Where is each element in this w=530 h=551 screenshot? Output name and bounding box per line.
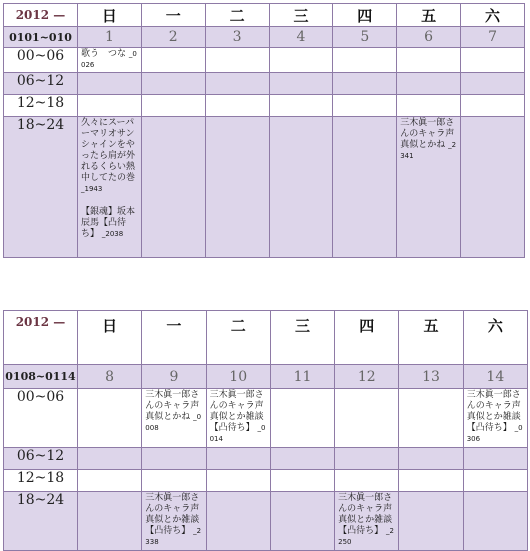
day-header-thu: 四	[333, 4, 397, 27]
schedule-cell	[142, 492, 206, 551]
date-cell: 10	[206, 365, 270, 389]
schedule-cell	[333, 95, 397, 117]
schedule-cell	[333, 117, 397, 258]
schedule-cell	[269, 117, 333, 258]
date-row	[4, 365, 528, 389]
date-row	[4, 27, 525, 48]
schedule-cell	[335, 448, 399, 470]
year-label: 2012 —	[4, 4, 78, 27]
schedule-cell	[461, 73, 525, 95]
date-cell: 9	[142, 365, 206, 389]
schedule-cell	[270, 389, 334, 448]
schedule-cell	[269, 95, 333, 117]
day-header-sat: 六	[461, 4, 525, 27]
schedule-cell	[205, 73, 269, 95]
time-slot-row	[4, 48, 525, 73]
entry-title: 歌う つな	[81, 49, 127, 59]
schedule-cell	[206, 448, 270, 470]
date-cell: 4	[269, 27, 333, 48]
date-cell: 13	[399, 365, 463, 389]
schedule-cell	[141, 117, 205, 258]
schedule-cell	[463, 492, 527, 551]
day-header-mon: 一	[142, 311, 206, 365]
day-header-sun: 日	[78, 311, 142, 365]
entry-id: _0014	[209, 424, 266, 443]
schedule-cell	[335, 389, 399, 448]
entry-id: _2250	[338, 527, 394, 546]
schedule-cell	[141, 95, 205, 117]
time-slot-row	[4, 95, 525, 117]
entry-title: 三木眞一郎さんのキャラ声真似とかね	[145, 390, 200, 422]
entry-title: 三木眞一郎さんのキャラ声真似とか雑談【凸待ち】	[145, 493, 200, 536]
schedule-cell	[270, 492, 334, 551]
schedule-entry[interactable]	[78, 206, 141, 240]
schedule-cell	[205, 48, 269, 73]
time-slot-label: 06~12	[4, 448, 78, 470]
schedule-cell	[142, 389, 206, 448]
schedule-cell	[333, 48, 397, 73]
schedule-cell	[270, 448, 334, 470]
entry-id: _0008	[145, 413, 202, 432]
schedule-cell	[206, 492, 270, 551]
day-header-wed: 三	[269, 4, 333, 27]
schedule-cell	[270, 470, 334, 492]
entry-id: _2338	[145, 527, 202, 546]
schedule-entry[interactable]	[397, 117, 460, 162]
schedule-cell	[206, 389, 270, 448]
schedule-entry[interactable]	[464, 389, 527, 445]
time-slot-row	[4, 448, 528, 470]
schedule-entry[interactable]	[335, 492, 398, 548]
schedule-cell	[399, 470, 463, 492]
date-cell: 3	[205, 27, 269, 48]
entry-title: 三木眞一郎さんのキャラ声真似とかね	[400, 118, 455, 150]
time-slot-label: 06~12	[4, 73, 78, 95]
entry-id: _2341	[400, 141, 457, 160]
date-cell: 6	[397, 27, 461, 48]
schedule-cell	[206, 470, 270, 492]
entry-id: _1943	[81, 185, 103, 193]
day-header-mon: 一	[141, 4, 205, 27]
header-row	[4, 311, 528, 365]
date-cell: 2	[141, 27, 205, 48]
entry-title: 三木眞一郎さんのキャラ声真似とか雑談【凸待ち】	[338, 493, 393, 536]
date-cell: 12	[335, 365, 399, 389]
schedule-cell	[397, 95, 461, 117]
entry-id: _0306	[466, 424, 523, 443]
schedule-cell	[335, 470, 399, 492]
schedule-cell	[461, 95, 525, 117]
schedule-entry[interactable]	[78, 48, 141, 71]
day-header-fri: 五	[397, 4, 461, 27]
schedule-cell	[461, 48, 525, 73]
time-slot-label: 12~18	[4, 470, 78, 492]
schedule-cell	[142, 470, 206, 492]
entry-title: 久々にスーパーマリオサンシャインをやったら肩が外れるくらい熱中してたの巻	[81, 118, 136, 183]
time-slot-row	[4, 73, 525, 95]
entry-title: 三木眞一郎さんのキャラ声真似とか雑談【凸待ち】	[209, 390, 264, 433]
entry-id: _0026	[81, 50, 137, 69]
time-slot-label: 12~18	[4, 95, 78, 117]
schedule-cell	[142, 448, 206, 470]
week-range-label: 0101~010	[4, 27, 78, 48]
time-slot-row	[4, 389, 528, 448]
schedule-cell	[78, 73, 142, 95]
schedule-cell	[335, 492, 399, 551]
date-cell: 7	[461, 27, 525, 48]
header-row	[4, 4, 525, 27]
entry-title: 三木眞一郎さんのキャラ声真似とか雑談【凸待ち】	[466, 390, 521, 433]
schedule-cell	[205, 95, 269, 117]
schedule-cell	[269, 48, 333, 73]
time-slot-row	[4, 492, 528, 551]
schedule-entry[interactable]	[207, 389, 270, 445]
schedule-cell	[397, 117, 461, 258]
schedule-cell	[399, 492, 463, 551]
schedule-cell	[205, 117, 269, 258]
schedule-cell	[78, 470, 142, 492]
schedule-cell	[269, 73, 333, 95]
schedule-cell	[399, 389, 463, 448]
date-cell: 8	[78, 365, 142, 389]
time-slot-row	[4, 470, 528, 492]
schedule-entry[interactable]	[142, 492, 205, 548]
schedule-cell	[78, 448, 142, 470]
schedule-cell	[141, 73, 205, 95]
schedule-cell	[463, 470, 527, 492]
schedule-entry[interactable]	[78, 117, 141, 195]
schedule-cell	[78, 48, 142, 73]
date-cell: 1	[78, 27, 142, 48]
schedule-cell	[78, 117, 142, 258]
time-slot-row	[4, 117, 525, 258]
date-cell: 11	[270, 365, 334, 389]
day-header-sun: 日	[78, 4, 142, 27]
schedule-cell	[78, 492, 142, 551]
time-slot-label: 18~24	[4, 492, 78, 551]
date-cell: 14	[463, 365, 527, 389]
calendar-week-2	[3, 310, 528, 551]
schedule-cell	[463, 448, 527, 470]
schedule-cell	[461, 117, 525, 258]
schedule-cell	[399, 448, 463, 470]
year-label: 2012 —	[4, 311, 78, 365]
schedule-cell	[397, 73, 461, 95]
day-header-fri: 五	[399, 311, 463, 365]
day-header-sat: 六	[463, 311, 527, 365]
day-header-tue: 二	[206, 311, 270, 365]
schedule-entry[interactable]	[142, 389, 205, 434]
date-cell: 5	[333, 27, 397, 48]
entry-title: 【銀魂】坂本辰馬【凸待ち】	[81, 207, 136, 239]
schedule-cell	[333, 73, 397, 95]
day-header-tue: 二	[205, 4, 269, 27]
schedule-cell	[78, 389, 142, 448]
week-range-label: 0108~0114	[4, 365, 78, 389]
schedule-cell	[78, 95, 142, 117]
schedule-cell	[141, 48, 205, 73]
day-header-thu: 四	[335, 311, 399, 365]
calendar-week-1	[3, 3, 525, 258]
time-slot-label: 00~06	[4, 48, 78, 73]
day-header-wed: 三	[270, 311, 334, 365]
schedule-cell	[463, 389, 527, 448]
schedule-cell	[397, 48, 461, 73]
time-slot-label: 00~06	[4, 389, 78, 448]
entry-id: _2038	[101, 230, 124, 238]
time-slot-label: 18~24	[4, 117, 78, 258]
